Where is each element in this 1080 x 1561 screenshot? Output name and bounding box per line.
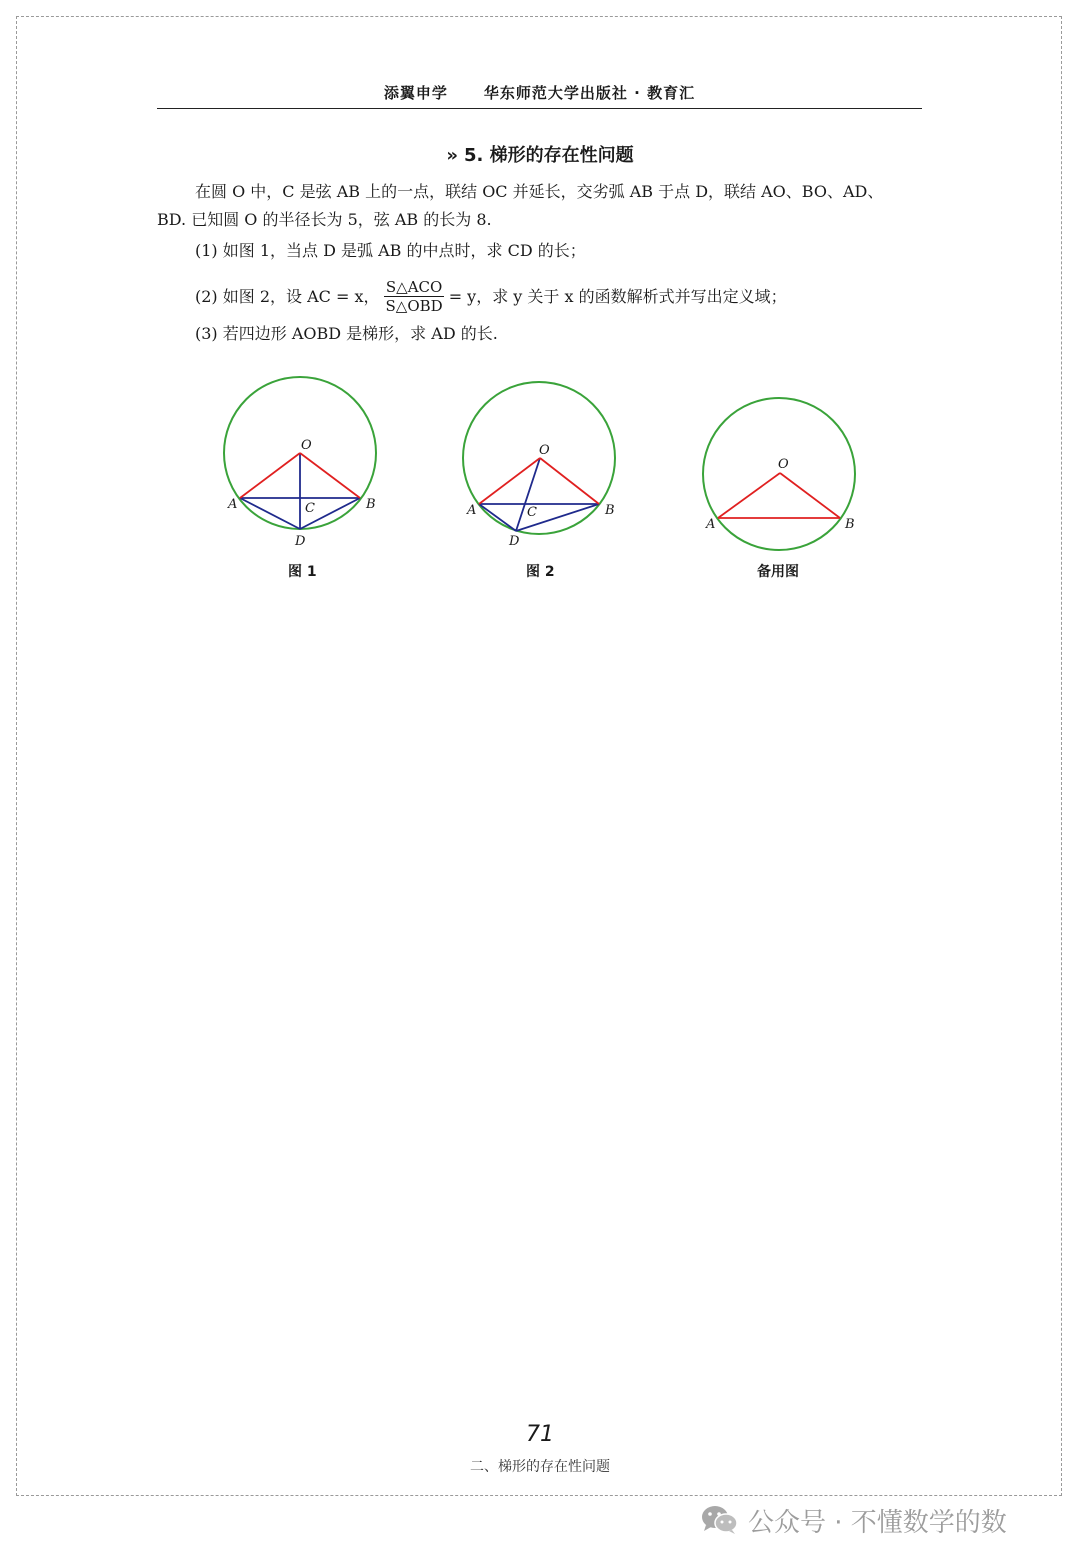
fig3-label-o: O [778,457,789,472]
figures-row [0,370,1080,600]
question-1: (1) 如图 1，当点 D 是弧 AB 的中点时，求 CD 的长； [195,241,586,260]
fig1-label-a: A [228,497,238,512]
wechat-icon [700,1504,738,1536]
fraction-denominator: S△OBD [385,297,443,315]
fig2-label-b: B [605,503,615,518]
fig2-label-o: O [539,443,550,458]
fig3-label-a: A [706,517,716,532]
figure-backup [703,398,855,580]
fig1-label-c: C [305,501,315,516]
fig1-segment-ad [240,498,300,529]
fig2-caption: 图 2 [526,564,555,580]
fig1-label-o: O [301,438,312,453]
header-right: 华东师范大学出版社 · 教育汇 [483,84,696,102]
fig2-segment-od [516,458,540,531]
fig1-label-d: D [295,534,306,549]
fig1-segment-bo [300,453,360,498]
fig1-segment-ao [240,453,300,498]
page-number: 71 [526,1422,554,1447]
fig3-label-b: B [845,517,855,532]
problem-intro-line1: 在圆 O 中，C 是弦 AB 上的一点，联结 OC 并延长，交劣弧 AB 于点 D，联结 AO、BO、AD、 [195,182,884,201]
header-left: 添翼申学 [383,84,448,102]
fig3-caption: 备用图 [757,564,799,580]
figure-1 [224,377,376,580]
section-title-text: 5. 梯形的存在性问题 [464,145,634,166]
fraction-numerator: S△ACO [385,278,443,296]
fig2-segment-ao [479,458,540,504]
fig2-label-c: C [527,505,537,520]
fig2-label-d: D [509,534,520,549]
fig3-segment-bo [780,473,840,518]
figure-2 [463,382,615,580]
page-header [157,82,922,109]
area-ratio-fraction [384,278,445,315]
fig1-caption: 图 1 [288,564,317,580]
question-2-suffix: = y，求 y 关于 x 的函数解析式并写出定义域； [448,286,787,306]
fig2-label-a: A [467,503,477,518]
question-3: (3) 若四边形 AOBD 是梯形，求 AD 的长. [195,324,498,343]
watermark-text: 公众号 · 不懂数学的数 [748,1507,1007,1538]
watermark [700,1502,1007,1538]
question-2 [195,278,787,315]
footer-chapter-title: 二、梯形的存在性问题 [470,1459,610,1475]
figures-svg [0,370,1080,600]
fig1-label-b: B [366,497,376,512]
section-marker: » [446,145,458,166]
question-2-prefix: (2) 如图 2，设 AC = x， [195,286,380,306]
fig2-segment-ad [479,504,516,531]
problem-intro-line2: BD. 已知圆 O 的半径长为 5，弦 AB 的长为 8. [157,210,492,229]
fig2-segment-bo [540,458,599,504]
fig3-segment-ao [718,473,780,518]
section-title [0,141,1080,167]
